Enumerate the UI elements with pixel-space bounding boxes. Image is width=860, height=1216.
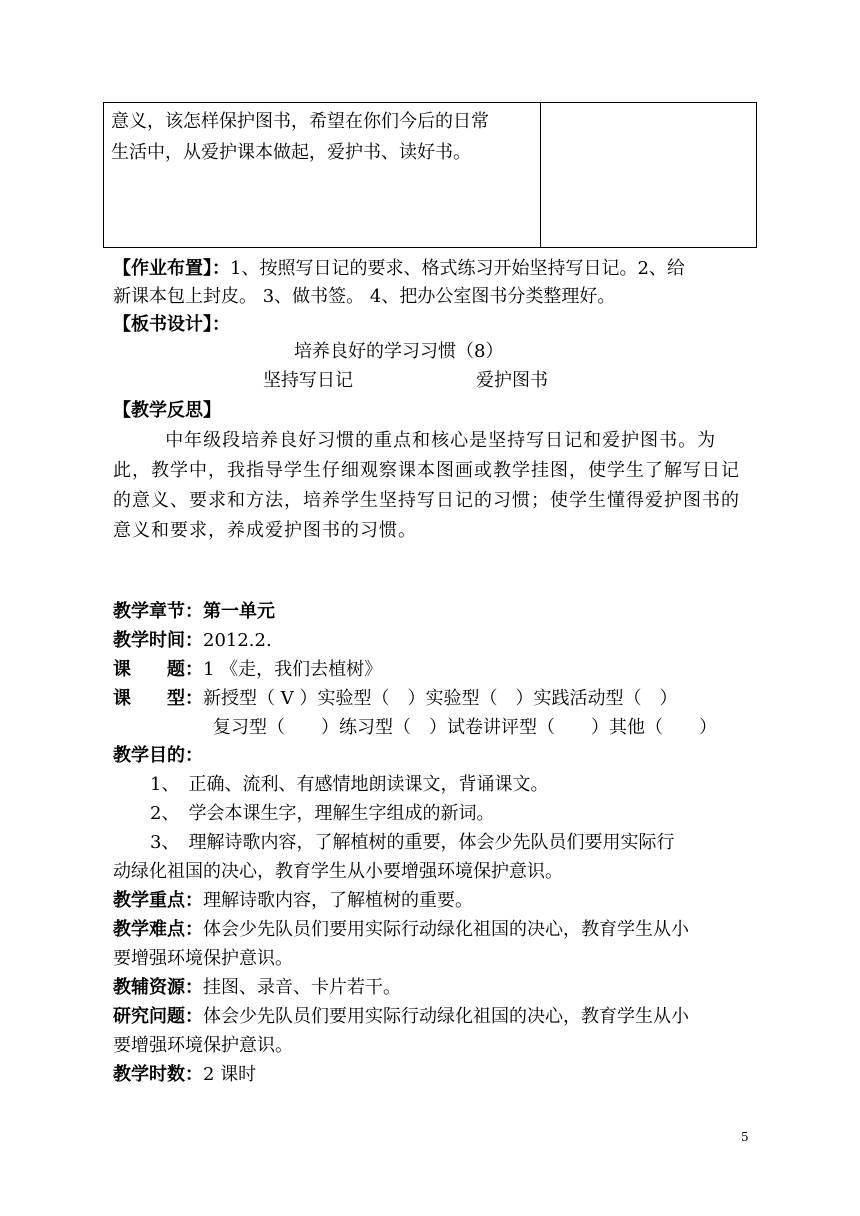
research-continued: 要增强环境保护意识。 [113,1035,293,1056]
reflection-text: 中年级段培养良好习惯的重点和核心是坚持写日记和爱护图书。为此，教学中，我指导学生仔细观察课本图画或教学挂图，使学生了解写日记的意义、要求和方法，培养学生坚持写日记的习惯；使学生懂得爱护图书的意义和要求，养成爱护图书的习惯。 [113,430,740,541]
homework-label: 【作业布置】： [113,258,230,279]
hours-line [113,1061,256,1089]
key-point-label: 教学重点： [113,890,203,911]
topic-line [113,656,382,684]
research-value: 体会少先队员们要用实际行动绿化祖国的决心，教育学生从小 [203,1006,689,1027]
lesson-table-fragment [103,102,757,248]
goal-item: 1、 正确、流利、有感情地朗读课文，背诵课文。 [150,774,549,795]
time-value: 2012.2. [203,630,272,651]
chapter-value: 第一单元 [203,601,275,622]
type-line-1 [113,685,677,713]
hours-value: 2 课时 [203,1064,257,1085]
table-text-line: 生活中，从爱护课本做起，爱护书、读好书。 [111,142,471,163]
goal-item: 3、 理解诗歌内容，了解植树的重要，体会少先队员们要用实际行 [150,832,675,853]
type-options-1: 新授型（ V ）实验型（ ）实验型（ ）实践活动型（ ） [203,688,678,709]
goals-label: 教学目的： [113,745,203,766]
goal-item-continued: 动绿化祖国的决心，教育学生从小要增强环境保护意识。 [113,861,563,882]
table-text-line: 意义，该怎样保护图书，希望在你们今后的日常 [111,111,489,132]
chapter-line [113,598,275,626]
chapter-label: 教学章节： [113,601,203,622]
type-label: 课 型： [113,688,203,709]
research-line [113,1003,689,1031]
time-label: 教学时间： [113,630,203,651]
difficulty-value: 体会少先队员们要用实际行动绿化祖国的决心，教育学生从小 [203,919,689,940]
board-label: 【板书设计】： [113,314,230,335]
key-point-value: 理解诗歌内容，了解植树的重要。 [203,890,473,911]
homework-line-1 [113,255,685,283]
key-point-line [113,887,473,915]
research-label: 研究问题： [113,1006,203,1027]
page-number: 5 [741,1130,749,1144]
board-title: 培养良好的学习习惯（8） [294,341,504,362]
resources-line [113,974,401,1002]
topic-label: 课 题： [113,659,203,680]
difficulty-label: 教学难点： [113,919,203,940]
table-right-cell [541,103,756,247]
board-left: 坚持写日记 [263,370,353,391]
difficulty-continued: 要增强环境保护意识。 [113,948,293,969]
resources-label: 教辅资源： [113,977,203,998]
table-left-cell [104,103,541,247]
hours-label: 教学时数： [113,1064,203,1085]
homework-text: 1、按照写日记的要求、格式练习开始坚持写日记。2、给 [230,258,685,279]
difficulty-line [113,916,689,944]
reflection-label: 【教学反思】 [113,400,221,421]
topic-value: 1 《走，我们去植树》 [203,659,383,680]
resources-value: 挂图、录音、卡片若干。 [203,977,401,998]
board-right: 爱护图书 [476,370,548,391]
goal-item: 2、 学会本课生字，理解生字组成的新词。 [150,803,495,824]
type-line-2: 复习型（ ）练习型（ ）试卷讲评型（ ）其他（ ） [213,717,717,738]
homework-line-2: 新课本包上封皮。 3、做书签。 4、把办公室图书分类整理好。 [113,286,616,307]
time-line [113,627,272,655]
